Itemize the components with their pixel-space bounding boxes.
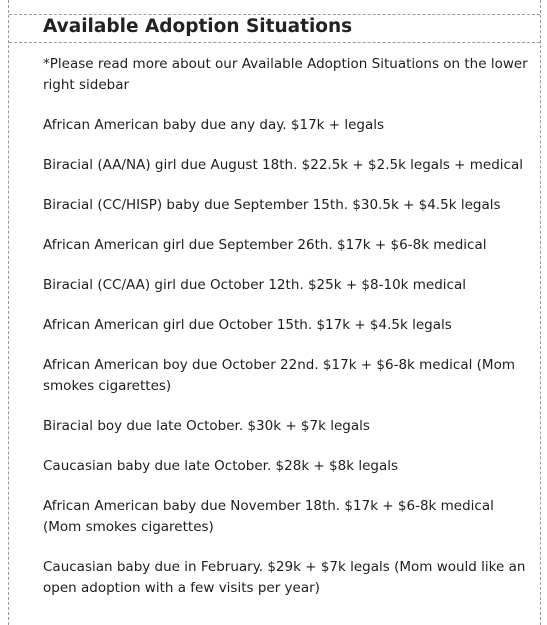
list-item: Biracial boy due late October. $30k + $7k legals [43, 418, 370, 434]
adoption-situations-panel [8, 0, 541, 625]
list-item: Caucasian baby due in February. $29k + $7k legals (Mom would like an open adoption with a few visits per year) [43, 559, 526, 596]
situations-list [43, 54, 528, 618]
list-item: African American girl due September 26th. $17k + $6-8k medical [43, 237, 487, 253]
list-item: Biracial (AA/NA) girl due August 18th. $22.5k + $2.5k legals + medical [43, 157, 523, 173]
sidebar-note: *Please read more about our Available Adoption Situations on the lower right sidebar [43, 56, 528, 93]
section-title: Available Adoption Situations [43, 16, 353, 37]
list-item: African American baby due November 18th. $17k + $6-8k medical (Mom smokes cigarettes) [43, 498, 494, 535]
list-item: African American boy due October 22nd. $17k + $6-8k medical (Mom smokes cigarettes) [43, 357, 515, 394]
list-item: Biracial (CC/HISP) baby due September 15th. $30.5k + $4.5k legals [43, 197, 501, 213]
list-item: Biracial (CC/AA) girl due October 12th. $25k + $8-10k medical [43, 277, 466, 293]
list-item: African American baby due any day. $17k + legals [43, 117, 385, 133]
list-item: Caucasian baby due late October. $28k + $8k legals [43, 458, 399, 474]
list-item: African American girl due October 15th. $17k + $4.5k legals [43, 317, 452, 333]
